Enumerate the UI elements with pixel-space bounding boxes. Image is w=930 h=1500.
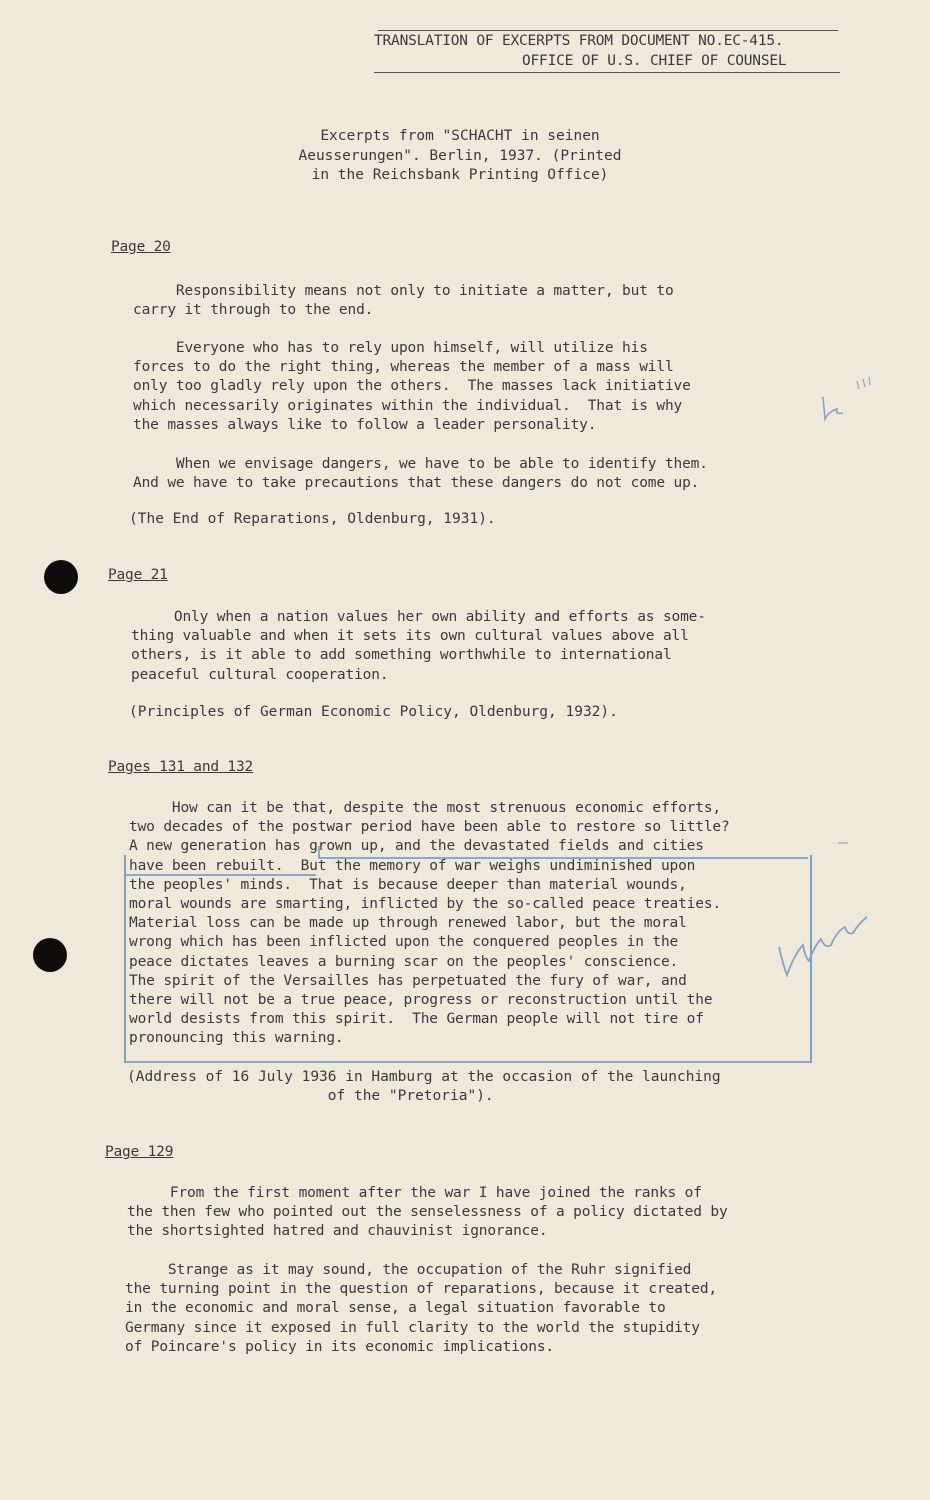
paragraph: Everyone who has to rely upon himself, will utilize his forces to do the right thing, whereas the member of a mass will only too gladly rely upon the others. The masses lack initiative which necessarily originates within the individual. That is why the masses always like to follow a leader personality. <box>133 340 691 433</box>
citation: (Principles of German Economic Policy, Oldenburg, 1932). <box>129 704 618 720</box>
handwritten-initials-mark <box>775 905 875 985</box>
citation: (The End of Reparations, Oldenburg, 1931). <box>129 511 496 527</box>
paragraph: Responsibility means not only to initiate a matter, but to carry it through to the end. <box>133 283 674 319</box>
source-line: in the Reichsbank Printing Office) <box>311 167 609 183</box>
pencil-bracket <box>124 855 812 1063</box>
paragraph: How can it be that, despite the most strenuous economic efforts, two decades of the postwar period have been able to restore so little? A new generation has grown up, and the devastated fields and cities have been rebuilt. But the memory of war weighs undiminished upon the peoples' minds. That is because deeper than material wounds, moral wounds are smarting, inflicted by the so-called peace treaties. Material loss can be made up through renewed labor, but the moral wrong which has been inflicted upon the conquered peoples in the peace dictates leaves a burning scar on the peoples' conscience. The spirit of the Versailles has perpetuated the fury of war, and there will not be a true peace, progress or reconstruction until the world desists from this spirit. The German people will not tire of pronouncing this warning. <box>129 800 730 1047</box>
paragraph: When we envisage dangers, we have to be able to identify them. And we have to take precautions that these dangers do not come up. <box>133 456 708 492</box>
citation: (Address of 16 July 1936 in Hamburg at the occasion of the launching of the "Pretoria"). <box>127 1069 721 1105</box>
header-office: OFFICE OF U.S. CHIEF OF COUNSEL <box>374 51 840 73</box>
handwritten-margin-mark <box>815 375 885 430</box>
source-line: Aeusserungen". Berlin, 1937. (Printed <box>298 147 622 164</box>
document-header <box>374 30 840 73</box>
pencil-dash-mark <box>836 838 850 848</box>
section-heading-pages-131-132: Pages 131 and 132 <box>108 759 254 775</box>
paragraph: Strange as it may sound, the occupation of the Ruhr signified the turning point in the question of reparations, because it created, in the economic and moral sense, a legal situation favorable to Germany since it exposed in full clarity to the world the stupidity of Poincare's policy in its economic implications. <box>125 1262 718 1355</box>
section-heading-page-21: Page 21 <box>108 567 168 583</box>
source-note <box>250 127 670 186</box>
punch-hole <box>33 938 67 972</box>
paragraph: Only when a nation values her own ability and efforts as some- thing valuable and when it sets its own cultural values above all others, is it able to add something worthwhile to international peaceful cultural cooperation. <box>131 609 706 683</box>
paragraph: From the first moment after the war I have joined the ranks of the then few who pointed out the senselessness of a policy dictated by the shortsighted hatred and chauvinist ignorance. <box>127 1185 728 1240</box>
section-heading-page-20: Page 20 <box>111 239 171 255</box>
punch-hole <box>44 560 78 594</box>
header-title: TRANSLATION OF EXCERPTS FROM DOCUMENT NO.EC-415. <box>374 33 784 49</box>
source-line: Excerpts from "SCHACHT in seinen <box>320 128 600 144</box>
section-heading-page-129: Page 129 <box>105 1144 174 1160</box>
